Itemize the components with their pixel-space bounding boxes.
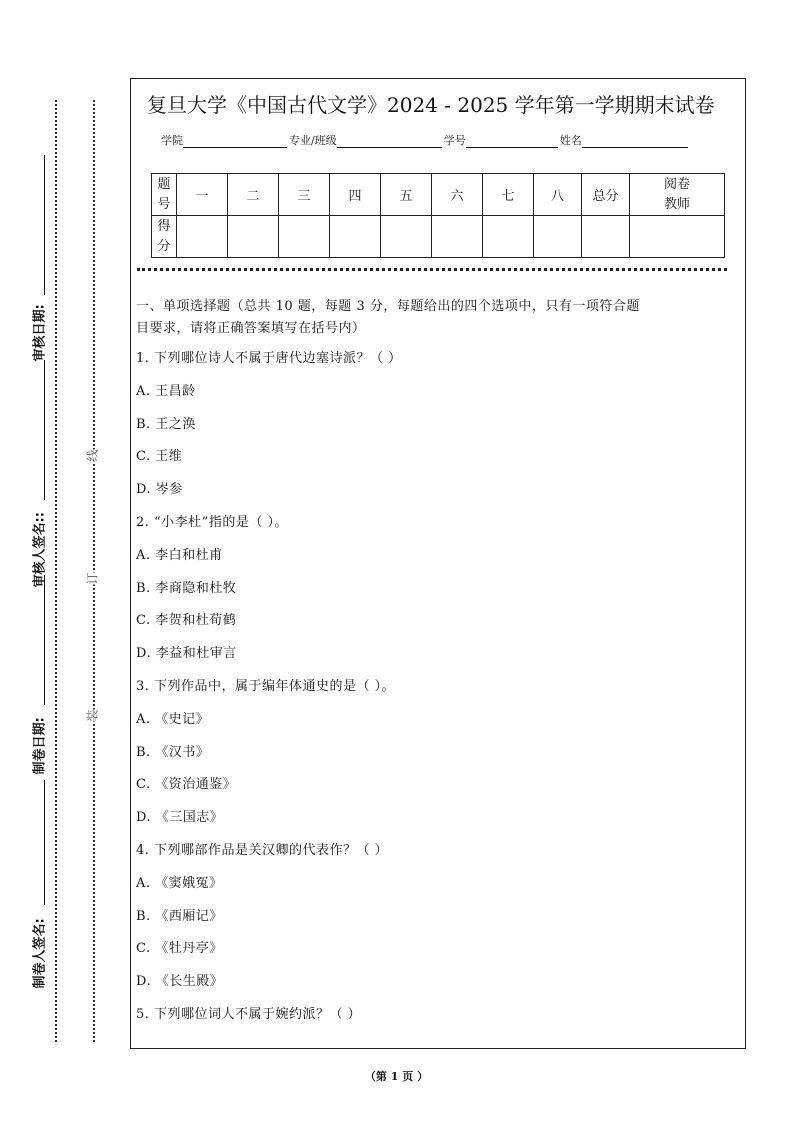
name-field[interactable] — [582, 135, 688, 148]
score-cell[interactable] — [279, 216, 330, 258]
dotted-binding-line — [55, 100, 57, 1042]
section-heading-cont: 目要求，请将正确答案填写在括号内） — [136, 321, 366, 336]
reviewer-sign-line — [44, 360, 45, 500]
score-label: 得 分 — [152, 216, 177, 258]
student-id-field[interactable] — [466, 135, 558, 148]
score-cell[interactable] — [228, 216, 279, 258]
dotted-separator — [137, 268, 727, 271]
col-2: 二 — [228, 174, 279, 216]
option-item: A. 《史记》 — [136, 711, 210, 727]
score-table — [151, 173, 725, 258]
score-cell[interactable] — [582, 216, 630, 258]
review-date-label: 审核日期: — [32, 304, 48, 362]
col-total: 总分 — [582, 174, 630, 216]
question-text: 1. 下列哪位诗人不属于唐代边塞诗派？（ ） — [136, 351, 402, 366]
question-text: 4. 下列哪部作品是关汉卿的代表作？（ ） — [136, 843, 389, 858]
option-item: A. 李白和杜甫 — [136, 547, 223, 563]
option-item: C. 《牡丹亭》 — [136, 941, 223, 957]
option-item: D. 岑参 — [136, 482, 183, 498]
name-label: 姓名 — [559, 134, 582, 147]
header-label: 题 号 — [152, 174, 177, 216]
option-item: B. 《西厢记》 — [136, 908, 223, 924]
option-item: D. 《长生殿》 — [136, 974, 224, 990]
option-item: B. 《汉书》 — [136, 744, 210, 760]
review-date-line — [44, 155, 45, 295]
maker-sign-line — [44, 780, 45, 905]
option-item: C. 李贺和杜荀鹤 — [136, 613, 237, 629]
student-id-label: 学号 — [443, 134, 466, 147]
major-label: 专业/班级 — [289, 134, 337, 147]
col-7: 七 — [483, 174, 534, 216]
score-cell[interactable] — [483, 216, 534, 258]
option-item: C. 王维 — [136, 449, 183, 465]
reviewer-sign-label: 审核人签名:: — [32, 512, 48, 588]
page-title: 复旦大学《中国古代文学》2024 - 2025 学年第一学期期末试卷 — [147, 93, 715, 117]
order-mark: 订 — [85, 572, 100, 585]
option-item: A. 王昌龄 — [136, 383, 196, 399]
col-1: 一 — [177, 174, 228, 216]
col-grader: 阅卷 教师 — [630, 174, 725, 216]
maker-sign-label: 制卷人签名: — [32, 918, 48, 989]
score-cell[interactable] — [432, 216, 483, 258]
option-item: B. 王之涣 — [136, 416, 196, 432]
col-4: 四 — [330, 174, 381, 216]
col-3: 三 — [279, 174, 330, 216]
section-heading: 一、单项选择题（总共 10 题，每题 3 分，每题给出的四个选项中，只有一项符合题 — [136, 299, 640, 314]
page-number: （第 1 页 ） — [364, 1070, 429, 1083]
college-label: 学院 — [161, 134, 183, 147]
table-row — [152, 174, 725, 216]
option-item: C. 《资治通鉴》 — [136, 777, 237, 793]
college-field[interactable] — [183, 135, 287, 148]
option-item: A. 《窦娥冤》 — [136, 875, 223, 891]
score-cell[interactable] — [630, 216, 725, 258]
col-6: 六 — [432, 174, 483, 216]
major-field[interactable] — [337, 135, 442, 148]
make-date-line — [44, 575, 45, 705]
score-cell[interactable] — [177, 216, 228, 258]
bind-mark: 装 — [85, 709, 100, 722]
col-5: 五 — [381, 174, 432, 216]
question-text: 3. 下列作品中，属于编年体通史的是（ ）。 — [136, 679, 396, 694]
option-item: B. 李商隐和杜牧 — [136, 580, 237, 596]
option-item: D. 李益和杜审言 — [136, 646, 237, 662]
question-text: 5. 下列哪位词人不属于婉约派？（ ） — [136, 1007, 362, 1022]
line-mark: 线 — [85, 449, 100, 462]
col-8: 八 — [534, 174, 582, 216]
make-date-label: 制卷日期: — [32, 717, 48, 775]
score-cell[interactable] — [534, 216, 582, 258]
option-item: D. 《三国志》 — [136, 810, 224, 826]
exam-content-box — [130, 78, 746, 1049]
question-text: 2. “小李杜”指的是（ ）。 — [136, 515, 288, 530]
table-row — [152, 216, 725, 258]
dotted-cut-line — [93, 100, 95, 1042]
student-info-row — [161, 132, 690, 148]
score-cell[interactable] — [381, 216, 432, 258]
score-cell[interactable] — [330, 216, 381, 258]
